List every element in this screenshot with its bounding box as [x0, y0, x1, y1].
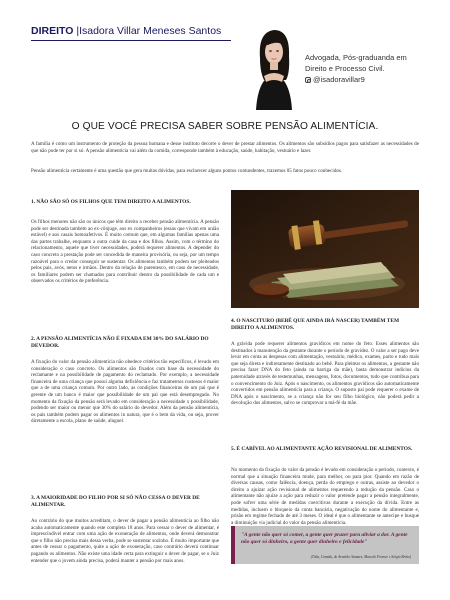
section-heading-3: 3. A MAIORIDADE DO FILHO POR SI SÓ NÃO CESSA O DEVER DE ALIMENTAR. — [31, 495, 200, 509]
gavel-money-photo — [231, 190, 419, 308]
author-bio: Advogada, Pós-graduanda em Direito e Processo Civil. — [305, 53, 407, 73]
section-body-4: A grávida pode requerer alimentos gravídicos em nome do feto. Esses alimentos são destinados à manutenção da gestante durante o período de gravidez. O valor a ser pago deve levar em conta as despesas com alimentação, vestuário, médico, exames, parto e tudo mais que seja direta e indiretamente destinado ao bebê. Para pleitear os alimentos, a gestante não precisa fazer DNA do feto (ainda na barriga da mãe), basta demonstrar indícios da paternidade através de testemunhas, mensagens, fotos, documentos, tudo que contribua para o convencimento do Juiz. Após o nascimento, os alimentos gravídicos são automaticamente convertidos em pensão alimentícia para a criança. O suposto pai pode requerer o exame de DNA após o nascimento, se a criança não for seu filho biológico, não poderá pedir a devolução dos alimentos, salvo se comprovar a má-fé da mãe. — [231, 341, 419, 407]
section-body-5: No momento da fixação do valor da pensão é levado em consideração o período, contexto, é normal que a situação financeira mude, para melhor, ou para pior. Quando em razão de diversas causas, como falência, doença, perda do emprego e outras, assiste ao devedor o direito a ajuizar ação revisional de alimentos requerendo a redução da pensão. Caso o alimentante não ajuíze a ação para reduzir o valor pretende pagar a pensão integralmente, pode sofrer uma série de medidas coercitivas durante a execução da dívida. Entre as medidas, incluem o bloqueio da conta bancária, negativação do nome do alimentante e, prisão em regime fechado de até 3 meses. O ideal é que o alimentante se antecipe e busque a diminuição via judicial do valor da pensão alimentícia. — [231, 467, 419, 526]
intro-paragraph-1: A família é como um instrumento de proteção da pessoa humana e desse instituto decorre o dever de prestar alimentos. Os alimentos são subsídios pagos para satisfazer as necessidades de que não pode ter por si só. A pensão alimentícia vai além da comida, corresponde também à educação, saúde, habitação, vestuário e lazer. — [31, 141, 419, 154]
author-name: Isadora Villar Meneses Santos — [79, 25, 222, 37]
section-body-1: Os filhos menores não são os únicos que têm direito a receber pensão alimentícia. A pensão pode ser destinada também ao ex-cônjuge, aos ex companheiros (essas que vivam em união estável) e aos casais homoafetivos. É muito comum que, em algumas famílias apenas uma das partes trabalhe, enquanto a outra cuide da casa e dos filhos. Assim, com o término do relacionamento, aquele que tiver necessidades, poderá requerer alimentos. A depender do caso concreto a prestação pode ser concedida de maneira provisória, ou seja, por um tempo razoável para o credor conseguir se sustentar. Os alimentos também podem ser pleiteados pelos pais, avós, netos e irmãos. Dentro da relação de parentesco, em caso de necessidade, os familiares podem ser chamados para contribuir dentro da possibilidade de cada um e observados os critérios de preferência. — [31, 219, 219, 285]
header-rule — [31, 40, 231, 41]
section-heading-5: 5. É CABÍVEL AO ALIMENTANTE AÇÃO REVISIONAL DE ALIMENTOS. — [231, 446, 413, 452]
section-body-3: Ao contrário do que muitos acreditam, o dever de pagar a pensão alimentícia ao filho não acaba automaticamente quando este completa 18 anos. Para cessar o dever de alimentar, é imprescindível entrar com uma ação de exoneração de alimentos, onde deverá demonstrar que o filho não precisa mais dessa verba, pode se sustentar sozinho. É muito importante que antes de cessar o pagamento, quite a ação de exoneração, caso contrário deverá continuar pagando os alimentos. Não existe uma idade certa para extinguir o dever de pagar, se o Juiz entender que o jovem ainda precisa, poderá manter a pensão por mais anos. — [31, 518, 219, 564]
author-info — [305, 53, 415, 86]
article-header — [31, 25, 221, 37]
intro-paragraph-2: Pensão alimentícia certamente é uma questão que gera muitas dúvidas, para esclarecer alguns pontos contundentes, trazemos 05 fatos pouco conhecidos. — [31, 168, 343, 174]
section-heading-4: 4. O NASCITURO (BEBÊ QUE AINDA IRÁ NASCER) TAMBÉM TEM DIREITO A ALIMENTOS. — [231, 318, 400, 332]
header-separator: | — [76, 25, 80, 37]
section-body-2: A fixação do valor da pensão alimentícia não obedece critérios tão específicos, é levado em consideração o caso concreto. Os alimentos são fixados com base da necessidade do reclamante e na possibilidade de pagamento do reclamado. Por exemplo, a necessidade financeira de uma criança que possui alguma deficiência e faz tratamentos custosos é maior que a de uma criança comum. Por outro lado, as condições financeiras de um pai que é gerente de um banco é maior que possibilidade de um pai que está desempregado. No momento da fixação da pensão será levado em consideração a necessidade x possibilidade, podendo ser maior ou menor que 30% do salário do devedor. Além da pensão alimentícia, os pais também podem pagar os alimentos in natura, que é o bem da vida, ou seja, prover diretamente a escola, plano de saúde, aluguel. — [31, 359, 219, 425]
section-label: DIREITO — [31, 25, 74, 37]
section-heading-1: 1. NÃO SÃO SÓ OS FILHOS QUE TEM DIREITO A ALIMENTOS. — [31, 199, 191, 205]
instagram-text: @isadoravillar9 — [313, 75, 365, 84]
instagram-handle — [305, 75, 415, 86]
quote-accent-bar — [231, 526, 235, 564]
section-heading-2: 2. A PENSÃO ALIMENTÍCIA NÃO É FIXADA EM 30% DO SALÁRIO DO DEVEDOR. — [31, 336, 209, 350]
author-portrait — [248, 18, 300, 110]
instagram-icon — [305, 77, 311, 83]
pull-quote — [231, 526, 419, 564]
quote-citation: (Titãs, Comida, de Arnaldo Antunes, Marcelo Fromer e Sérgio Britto) — [310, 555, 411, 559]
quote-text: "A gente não quer só comer, a gente quer prazer para aliviar a dor. A gente não quer só dinheiro, a gente quer dinheiro e felicidade" — [241, 532, 408, 545]
page-title: O QUE VOCÊ PRECISA SABER SOBRE PENSÃO ALIMENTÍCIA. — [71, 121, 379, 132]
